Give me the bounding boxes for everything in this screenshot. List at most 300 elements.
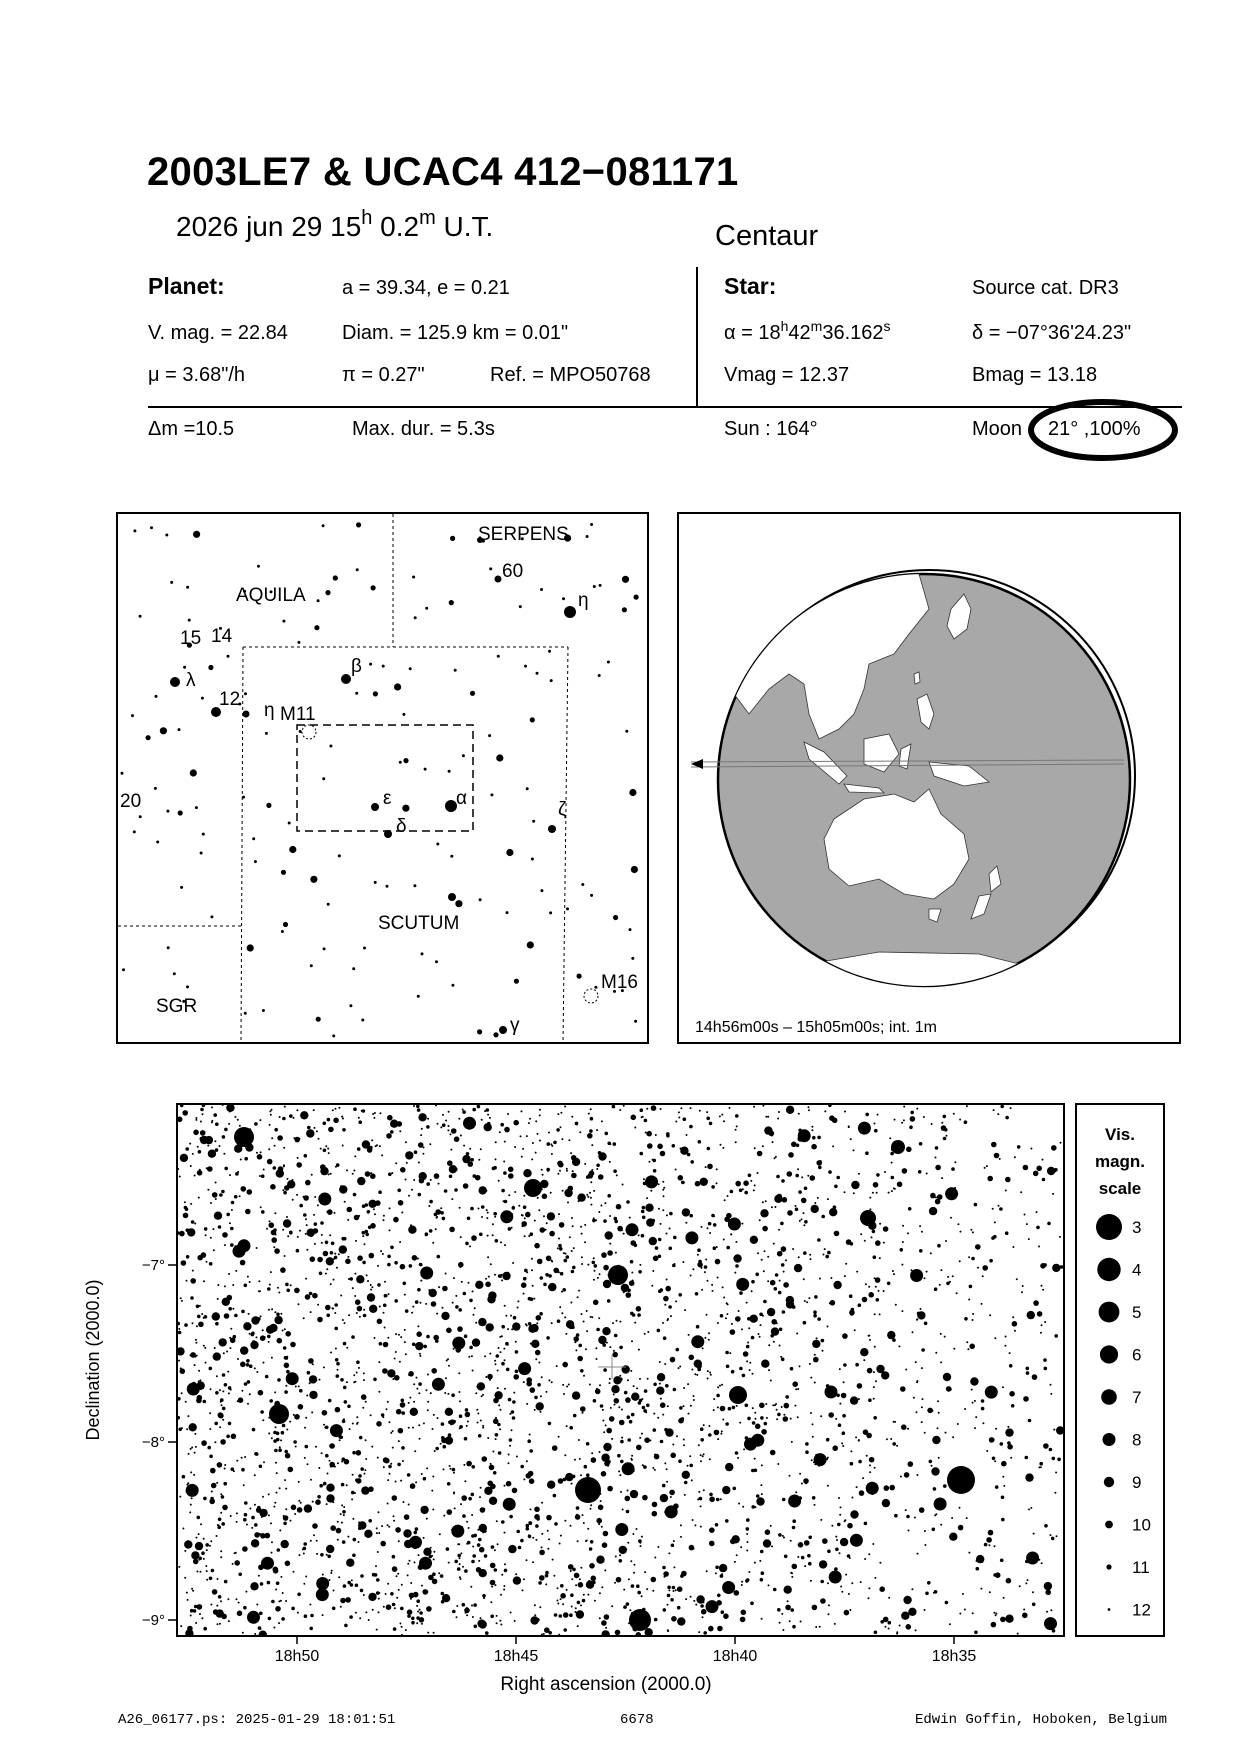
field-star bbox=[215, 1182, 217, 1184]
field-star bbox=[476, 1409, 478, 1411]
field-star bbox=[869, 1464, 871, 1466]
field-star bbox=[532, 1537, 534, 1539]
field-star bbox=[274, 1128, 278, 1132]
field-star bbox=[1050, 1534, 1052, 1536]
field-star bbox=[884, 1171, 886, 1173]
field-star bbox=[471, 1465, 475, 1469]
field-star bbox=[306, 1129, 314, 1137]
field-star bbox=[274, 1311, 276, 1313]
field-star bbox=[558, 1436, 560, 1438]
field-star bbox=[556, 1365, 558, 1367]
field-star bbox=[249, 1281, 251, 1283]
field-bright-star bbox=[891, 1140, 905, 1154]
field-star bbox=[339, 1439, 341, 1441]
field-star bbox=[229, 1337, 231, 1339]
field-star bbox=[640, 1152, 644, 1156]
field-star bbox=[274, 1316, 282, 1324]
field-star bbox=[999, 1207, 1003, 1211]
field-star bbox=[234, 1552, 236, 1554]
field-star bbox=[455, 1305, 459, 1309]
field-star bbox=[811, 1126, 813, 1128]
field-star bbox=[812, 1436, 814, 1438]
finder-star bbox=[450, 855, 453, 858]
field-star bbox=[854, 1329, 856, 1331]
field-star bbox=[924, 1530, 926, 1532]
field-star bbox=[509, 1445, 511, 1447]
finder-star bbox=[470, 691, 475, 696]
field-star bbox=[539, 1550, 545, 1556]
field-star bbox=[1041, 1324, 1043, 1326]
field-star bbox=[782, 1535, 784, 1537]
field-star bbox=[247, 1380, 251, 1384]
field-star bbox=[609, 1215, 611, 1217]
field-star bbox=[334, 1312, 336, 1314]
field-star bbox=[805, 1442, 809, 1446]
field-star bbox=[477, 1619, 485, 1627]
field-star bbox=[647, 1143, 653, 1149]
field-star bbox=[699, 1110, 701, 1112]
field-star bbox=[445, 1120, 447, 1122]
field-star bbox=[515, 1341, 517, 1343]
field-star bbox=[282, 1189, 284, 1191]
magnitude-scale-svg bbox=[1077, 1105, 1163, 1635]
field-star bbox=[814, 1463, 816, 1465]
field-star bbox=[599, 1273, 601, 1275]
field-star bbox=[511, 1328, 513, 1330]
field-star bbox=[842, 1414, 846, 1418]
field-star bbox=[473, 1534, 477, 1538]
field-star bbox=[454, 1188, 458, 1192]
field-star bbox=[228, 1123, 230, 1125]
field-star bbox=[629, 1420, 633, 1424]
field-star bbox=[572, 1173, 576, 1177]
field-star bbox=[352, 1554, 356, 1558]
field-star bbox=[834, 1231, 840, 1237]
field-star bbox=[435, 1339, 439, 1343]
field-star bbox=[239, 1195, 241, 1197]
field-star bbox=[752, 1373, 754, 1375]
field-star bbox=[357, 1255, 363, 1261]
field-star bbox=[487, 1114, 489, 1116]
field-star bbox=[698, 1260, 702, 1264]
field-star bbox=[305, 1278, 307, 1280]
finder-star bbox=[154, 787, 157, 790]
field-star bbox=[697, 1368, 701, 1372]
field-star bbox=[508, 1454, 510, 1456]
field-star bbox=[259, 1509, 267, 1517]
field-star bbox=[929, 1460, 933, 1464]
field-star bbox=[458, 1262, 464, 1268]
field-star bbox=[921, 1406, 923, 1408]
field-star bbox=[874, 1277, 876, 1279]
label-15: 15 bbox=[180, 628, 202, 649]
label-m16: M16 bbox=[601, 972, 638, 993]
field-star bbox=[369, 1253, 375, 1259]
field-star bbox=[395, 1481, 397, 1483]
field-star bbox=[672, 1264, 676, 1268]
field-star bbox=[470, 1207, 474, 1211]
field-star bbox=[726, 1302, 728, 1304]
field-star bbox=[210, 1604, 212, 1606]
field-star bbox=[314, 1243, 316, 1245]
field-star bbox=[621, 1437, 623, 1439]
field-star bbox=[370, 1223, 376, 1229]
field-star bbox=[808, 1106, 810, 1108]
field-star bbox=[826, 1438, 830, 1442]
field-star bbox=[312, 1363, 314, 1365]
field-star bbox=[472, 1546, 474, 1548]
field-stars bbox=[178, 1105, 1063, 1635]
field-star bbox=[651, 1285, 653, 1287]
field-star bbox=[472, 1616, 474, 1618]
field-star bbox=[473, 1314, 475, 1316]
field-star bbox=[810, 1412, 812, 1414]
field-star bbox=[332, 1109, 334, 1111]
field-star bbox=[210, 1237, 212, 1239]
field-star bbox=[559, 1614, 563, 1618]
field-star bbox=[601, 1471, 607, 1477]
field-star bbox=[267, 1581, 271, 1585]
field-star bbox=[1050, 1384, 1052, 1386]
field-star bbox=[285, 1488, 287, 1490]
field-star bbox=[908, 1530, 910, 1532]
finder-star bbox=[167, 946, 170, 949]
field-star bbox=[553, 1494, 557, 1498]
field-star bbox=[398, 1334, 400, 1336]
field-star bbox=[224, 1383, 228, 1387]
field-star bbox=[534, 1604, 536, 1606]
field-star bbox=[767, 1308, 775, 1316]
field-star bbox=[730, 1190, 734, 1194]
field-star bbox=[294, 1137, 300, 1143]
field-star bbox=[431, 1490, 433, 1492]
field-star bbox=[652, 1590, 654, 1592]
field-star bbox=[752, 1407, 754, 1409]
field-star bbox=[875, 1380, 877, 1382]
field-star bbox=[257, 1154, 263, 1160]
field-star bbox=[782, 1498, 786, 1502]
field-star bbox=[672, 1444, 674, 1446]
field-star bbox=[421, 1175, 425, 1179]
finder-star bbox=[403, 758, 408, 763]
field-star bbox=[468, 1161, 474, 1167]
field-star bbox=[673, 1540, 675, 1542]
field-star bbox=[530, 1232, 534, 1236]
field-star bbox=[307, 1126, 311, 1130]
finder-star bbox=[413, 884, 416, 887]
field-star bbox=[251, 1516, 255, 1520]
field-star bbox=[487, 1481, 493, 1487]
field-star bbox=[447, 1129, 449, 1131]
field-star bbox=[844, 1519, 846, 1521]
field-star bbox=[762, 1105, 764, 1107]
field-star bbox=[850, 1534, 863, 1547]
finder-star bbox=[139, 615, 142, 618]
field-star bbox=[877, 1114, 879, 1116]
field-star bbox=[434, 1450, 436, 1452]
field-star bbox=[644, 1437, 650, 1443]
field-star bbox=[974, 1203, 978, 1207]
field-star bbox=[558, 1478, 564, 1484]
field-star bbox=[311, 1174, 313, 1176]
finder-star bbox=[455, 900, 462, 907]
field-star bbox=[570, 1152, 572, 1154]
field-star bbox=[1005, 1190, 1007, 1192]
field-bright-star bbox=[269, 1404, 289, 1424]
field-star bbox=[560, 1126, 562, 1128]
field-star bbox=[1005, 1615, 1013, 1623]
field-star bbox=[336, 1267, 338, 1269]
field-star bbox=[670, 1598, 674, 1602]
field-star bbox=[911, 1588, 913, 1590]
field-star bbox=[704, 1337, 706, 1339]
field-star bbox=[529, 1522, 533, 1526]
field-star bbox=[239, 1125, 241, 1127]
field-star bbox=[193, 1130, 199, 1136]
field-star bbox=[773, 1341, 775, 1343]
field-star bbox=[501, 1325, 505, 1329]
field-star bbox=[489, 1465, 495, 1471]
field-star bbox=[663, 1296, 669, 1302]
field-star bbox=[629, 1609, 631, 1611]
field-star bbox=[992, 1208, 994, 1210]
field-star bbox=[1009, 1352, 1011, 1354]
field-star bbox=[521, 1225, 523, 1227]
field-star bbox=[494, 1584, 496, 1586]
field-star bbox=[317, 1204, 319, 1206]
field-star bbox=[573, 1336, 579, 1342]
field-star bbox=[221, 1404, 223, 1406]
field-star bbox=[431, 1301, 437, 1307]
field-star bbox=[411, 1621, 415, 1625]
field-star bbox=[667, 1405, 669, 1407]
field-star bbox=[365, 1203, 369, 1207]
field-star bbox=[627, 1289, 631, 1293]
field-star bbox=[571, 1578, 573, 1580]
field-star bbox=[796, 1333, 798, 1335]
field-star bbox=[306, 1224, 308, 1226]
field-star bbox=[1055, 1472, 1057, 1474]
field-star bbox=[829, 1208, 837, 1216]
field-star bbox=[322, 1614, 324, 1616]
field-star bbox=[342, 1118, 344, 1120]
field-star bbox=[829, 1302, 831, 1304]
finder-star bbox=[247, 944, 254, 951]
field-star bbox=[244, 1501, 248, 1505]
field-star bbox=[268, 1432, 270, 1434]
field-star bbox=[560, 1598, 562, 1600]
field-star bbox=[332, 1308, 334, 1310]
field-star bbox=[1007, 1441, 1011, 1445]
field-star bbox=[957, 1223, 959, 1225]
field-star bbox=[305, 1233, 307, 1235]
field-star bbox=[273, 1627, 275, 1629]
field-star bbox=[745, 1579, 749, 1583]
field-star bbox=[366, 1274, 368, 1276]
field-star bbox=[1000, 1559, 1004, 1563]
field-star bbox=[868, 1398, 872, 1402]
field-star bbox=[528, 1322, 532, 1326]
field-star bbox=[249, 1508, 251, 1510]
field-star bbox=[224, 1167, 228, 1171]
finder-star bbox=[283, 922, 288, 927]
field-star bbox=[267, 1159, 273, 1165]
finder-star bbox=[322, 524, 325, 527]
field-star bbox=[222, 1419, 224, 1421]
field-star bbox=[578, 1356, 580, 1358]
field-star bbox=[991, 1438, 995, 1442]
finder-star bbox=[121, 772, 124, 775]
field-star bbox=[781, 1179, 785, 1183]
field-star bbox=[369, 1146, 373, 1150]
field-star bbox=[690, 1596, 692, 1598]
field-star bbox=[496, 1421, 498, 1423]
field-star bbox=[833, 1575, 835, 1577]
field-star bbox=[645, 1132, 647, 1134]
field-star bbox=[438, 1183, 440, 1185]
field-star bbox=[879, 1257, 881, 1259]
field-star bbox=[649, 1237, 657, 1245]
field-star bbox=[484, 1554, 488, 1558]
field-star bbox=[466, 1521, 468, 1523]
field-star bbox=[804, 1187, 808, 1191]
field-star bbox=[552, 1445, 558, 1451]
field-star bbox=[425, 1303, 427, 1305]
field-star bbox=[631, 1115, 637, 1121]
field-star bbox=[447, 1358, 449, 1360]
field-star bbox=[798, 1542, 804, 1548]
field-star bbox=[785, 1259, 787, 1261]
field-star bbox=[609, 1346, 611, 1348]
field-star bbox=[417, 1325, 419, 1327]
field-star bbox=[627, 1415, 631, 1419]
field-star bbox=[358, 1215, 360, 1217]
finder-star bbox=[297, 641, 300, 644]
field-star bbox=[303, 1553, 305, 1555]
field-star bbox=[360, 1589, 364, 1593]
field-star bbox=[875, 1277, 881, 1283]
field-star bbox=[836, 1176, 840, 1180]
field-star bbox=[690, 1238, 692, 1240]
field-star bbox=[771, 1135, 773, 1137]
field-star bbox=[244, 1284, 248, 1288]
field-star bbox=[874, 1467, 876, 1469]
field-star bbox=[563, 1612, 569, 1618]
field-star bbox=[528, 1534, 530, 1536]
field-star bbox=[841, 1591, 843, 1593]
field-star bbox=[689, 1125, 693, 1129]
field-star bbox=[587, 1594, 589, 1596]
field-star bbox=[994, 1153, 1000, 1159]
label-alpha: α bbox=[456, 788, 467, 809]
finder-star bbox=[201, 697, 204, 700]
field-star bbox=[842, 1333, 848, 1339]
field-star bbox=[536, 1322, 538, 1324]
field-star bbox=[494, 1549, 496, 1551]
field-star bbox=[398, 1540, 400, 1542]
field-star bbox=[834, 1623, 836, 1625]
field-star bbox=[953, 1348, 955, 1350]
field-star bbox=[850, 1242, 854, 1246]
finder-star bbox=[566, 907, 569, 910]
field-star bbox=[590, 1504, 592, 1506]
field-star bbox=[746, 1360, 748, 1362]
field-star bbox=[593, 1300, 599, 1306]
orbit-reference: Ref. = MPO50768 bbox=[490, 364, 651, 386]
field-star bbox=[448, 1365, 450, 1367]
field-star bbox=[496, 1520, 498, 1522]
field-star bbox=[353, 1538, 357, 1542]
finder-star bbox=[526, 787, 529, 790]
field-star bbox=[356, 1450, 362, 1456]
field-star bbox=[932, 1528, 936, 1532]
field-star bbox=[485, 1190, 487, 1192]
field-star bbox=[419, 1617, 425, 1623]
field-star bbox=[539, 1109, 541, 1111]
field-star bbox=[495, 1433, 499, 1437]
finder-star bbox=[394, 683, 401, 690]
field-star bbox=[380, 1112, 382, 1114]
field-star bbox=[873, 1416, 877, 1420]
field-star bbox=[974, 1400, 976, 1402]
field-star bbox=[651, 1105, 657, 1111]
field-star bbox=[195, 1117, 197, 1119]
field-star bbox=[501, 1520, 505, 1524]
field-star bbox=[1036, 1211, 1038, 1213]
field-bright-star bbox=[729, 1386, 747, 1404]
field-star bbox=[201, 1313, 203, 1315]
field-star bbox=[483, 1529, 487, 1533]
field-star bbox=[193, 1474, 195, 1476]
field-star bbox=[442, 1307, 444, 1309]
field-star bbox=[581, 1313, 583, 1315]
field-star bbox=[598, 1211, 600, 1213]
field-star bbox=[306, 1249, 308, 1251]
field-star bbox=[641, 1210, 645, 1214]
field-star bbox=[671, 1616, 677, 1622]
field-star bbox=[700, 1460, 702, 1462]
field-star bbox=[445, 1436, 453, 1444]
field-star bbox=[654, 1557, 656, 1559]
field-star bbox=[363, 1594, 365, 1596]
field-star bbox=[338, 1107, 340, 1109]
field-star bbox=[943, 1137, 947, 1141]
field-star bbox=[828, 1105, 832, 1107]
field-star bbox=[338, 1253, 340, 1255]
field-star bbox=[569, 1236, 571, 1238]
field-star bbox=[761, 1618, 763, 1620]
field-star bbox=[325, 1273, 327, 1275]
field-star bbox=[395, 1527, 401, 1533]
field-star bbox=[429, 1289, 437, 1297]
field-star bbox=[504, 1532, 506, 1534]
field-star bbox=[995, 1613, 997, 1615]
field-star bbox=[607, 1250, 613, 1256]
field-star bbox=[429, 1200, 433, 1204]
field-star bbox=[469, 1245, 471, 1247]
field-star bbox=[373, 1378, 377, 1382]
field-star bbox=[390, 1246, 394, 1250]
field-star bbox=[577, 1540, 579, 1542]
field-star bbox=[341, 1504, 343, 1506]
field-star bbox=[322, 1410, 328, 1416]
field-star bbox=[754, 1147, 756, 1149]
field-star bbox=[765, 1200, 767, 1202]
field-star bbox=[347, 1207, 353, 1213]
field-star bbox=[1042, 1289, 1044, 1291]
finder-star bbox=[265, 732, 268, 735]
field-star bbox=[785, 1605, 791, 1611]
